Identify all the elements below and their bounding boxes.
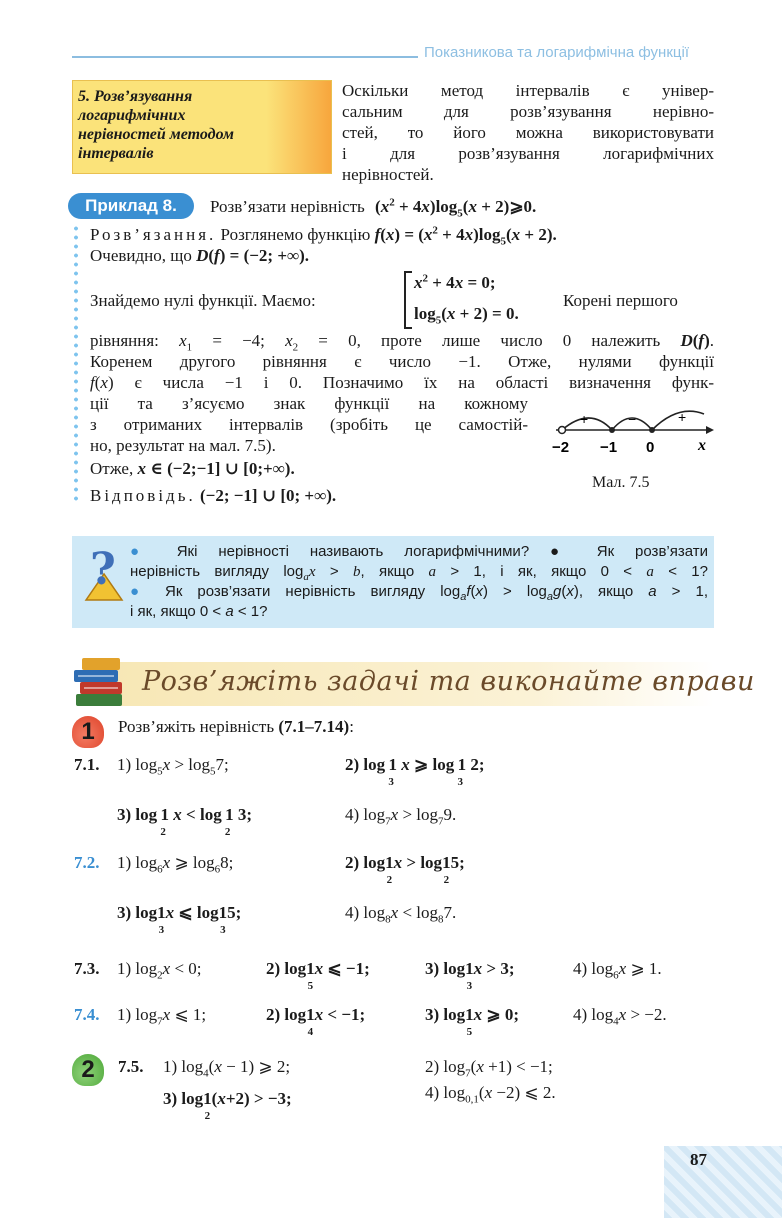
svg-text:?: ? bbox=[90, 544, 116, 595]
system-eq-1: $x^2 + 4x = 0$; bbox=[414, 272, 496, 292]
problem-7-5-item-4: 4) $\log_{0,1}(x -2)$ ⩽ 2. bbox=[425, 1083, 556, 1106]
solution-dotted-margin bbox=[74, 224, 78, 504]
solution-line-8: з отриманих інтервалів (зробіть це самостій- bbox=[90, 415, 528, 434]
problem-7-4-item-4: 4) $\log_4x > -2$. bbox=[573, 1005, 667, 1028]
task-formula: $(x^2 + 4x)\log_5(x$ + 2)⩾0. bbox=[375, 196, 537, 220]
figure-7-5 bbox=[544, 400, 714, 462]
problem-7-1-item-4: 4) $\log_7x > \log_79$. bbox=[345, 805, 457, 828]
problem-7-2-number: 7.2. bbox=[74, 853, 100, 872]
problem-7-2-item-3: 3) log1 3 x ⩽ log1 3 5; bbox=[117, 903, 242, 936]
problem-7-4-item-3: 3) log1 5 x ⩾ 0; bbox=[425, 1005, 520, 1038]
level-1-badge: 1 bbox=[72, 716, 104, 748]
header-rule bbox=[72, 56, 418, 58]
solution-line-5: Коренем другого рівняння є число −1. Отже, нулями функції bbox=[90, 352, 714, 371]
problem-7-3-item-1: 1) $\log_2x < 0$; bbox=[117, 959, 202, 982]
answer-line: Відповідь. (−2; −1] ∪ [0; +∞). bbox=[90, 486, 337, 505]
section-intro: Оскільки метод інтервалів є універ- сальним для розв’язування нерівно- стей, то його можна використовувати і для розв’язування логарифмічних нерівностей. bbox=[342, 81, 714, 184]
problem-7-3-item-3: 3) log1 3 x > 3; bbox=[425, 959, 515, 992]
problem-7-1-item-3: 3) log 1 2 x < log 1 2 3; bbox=[117, 805, 253, 838]
open-point-minus2 bbox=[559, 427, 566, 434]
page-corner-decoration bbox=[664, 1146, 782, 1218]
tick-label-minus2: −2 bbox=[552, 439, 570, 456]
problem-7-5-number: 7.5. bbox=[118, 1057, 144, 1076]
problem-7-4-item-1: 1) $\log_7x$ ⩽ 1; bbox=[117, 1005, 207, 1028]
page-number: 87 bbox=[690, 1150, 707, 1169]
example-task: Розв’язати нерівність $(x^2 + 4x)\log_5(x$ + 2)⩾0. bbox=[210, 196, 537, 220]
solution-line-7: ції та з’ясуємо знак функції на кожному bbox=[90, 394, 528, 413]
example-badge: Приклад 8. bbox=[68, 193, 194, 219]
solution-line-6: f(x) є числа −1 і 0. Позначимо їх на області визначення функ- bbox=[90, 373, 714, 392]
exercises-header-title: Розв’яжіть задачі та виконайте вправи bbox=[142, 666, 755, 697]
solution-line-10: Отже, x ∈ (−2;−1] ∪ [0;+∞). bbox=[90, 459, 295, 478]
roots-first: Корені першого bbox=[563, 291, 678, 310]
tick-label-minus1: −1 bbox=[600, 439, 618, 456]
problem-7-5-item-3: 3) log1 2 (x+2) > −3; bbox=[163, 1089, 292, 1122]
filled-point-0 bbox=[649, 427, 655, 433]
level-2-badge: 2 bbox=[72, 1054, 104, 1086]
problem-7-3-item-4: 4) $\log_6x$ ⩾ 1. bbox=[573, 959, 662, 982]
problem-7-4-number: 7.4. bbox=[74, 1005, 100, 1024]
system-eq-2: $\log_5(x + 2) = 0$. bbox=[414, 304, 519, 327]
solution-line-2: Очевидно, що D(f) = (−2; +∞). bbox=[90, 246, 310, 265]
questions-text: ● Які нерівності називають логарифмічними? ● Як розв’язати нерівність вигляду $\log_ax > b$, якщо a > 1, і як, якщо 0 < a < 1? ● Як розв’язати нерівність вигляду $\log_af(x) > \log_ag(x)$, якщо a > 1, і як, якщо 0 < a < 1? bbox=[130, 543, 709, 620]
figure-caption: Мал. 7.5 bbox=[592, 474, 650, 491]
solution-line-1: Розв’язання. Розглянемо функцію $f(x) = (x^2 + 4x)\log_5(x + 2)$. bbox=[90, 224, 557, 248]
problem-7-5-item-1: 1) $\log_4(x - 1)$ ⩾ 2; bbox=[163, 1057, 291, 1080]
axis-arrow bbox=[706, 426, 714, 434]
running-title: Показникова та логарифмічна функції bbox=[424, 44, 689, 61]
axis-label-x: x bbox=[698, 437, 706, 454]
problem-7-1-number: 7.1. bbox=[74, 755, 100, 774]
problem-7-1-item-2: 2) log 1 3 x ⩾ log 1 3 2; bbox=[345, 755, 485, 788]
problem-7-2-item-1: 1) $\log_6x$ ⩾ $\log_68$; bbox=[117, 853, 234, 876]
tick-label-0: 0 bbox=[646, 439, 655, 456]
system-bracket bbox=[404, 271, 412, 329]
problem-7-2-item-4: 4) $\log_8x < \log_87$. bbox=[345, 903, 457, 926]
section-title: 5. Розв’язування логарифмічних нерівностей методом інтервалів bbox=[78, 88, 234, 162]
problem-7-5-item-2: 2) $\log_7(x +1) < -1$; bbox=[425, 1057, 553, 1080]
sign-plus-2: + bbox=[678, 409, 687, 425]
problem-7-3-number: 7.3. bbox=[74, 959, 100, 978]
section-title-box bbox=[72, 80, 332, 174]
problem-7-2-item-2: 2) log1 2 x > log1 2 5; bbox=[345, 853, 465, 886]
level-1-prompt: Розв’яжіть нерівність (7.1–7.14): bbox=[118, 717, 354, 736]
problem-7-4-item-2: 2) log1 4 x < −1; bbox=[266, 1005, 366, 1038]
question-mark-icon bbox=[80, 544, 128, 604]
books-icon bbox=[72, 654, 126, 710]
sign-plus-1: + bbox=[580, 411, 589, 427]
filled-point-minus1 bbox=[609, 427, 615, 433]
solution-line-roots: рівняння: $x_1 = -4$; $x_2 = 0$, проте лише число 0 належить D(f). bbox=[90, 331, 715, 354]
problem-7-1-item-1: 1) $\log_5x > \log_57$; bbox=[117, 755, 229, 778]
problem-7-3-item-2: 2) log1 5 x ⩽ −1; bbox=[266, 959, 370, 992]
solution-line-9: но, результат на мал. 7.5). bbox=[90, 436, 276, 455]
zeros-intro: Знайдемо нулі функції. Маємо: bbox=[90, 291, 316, 310]
sign-minus: − bbox=[628, 411, 637, 427]
